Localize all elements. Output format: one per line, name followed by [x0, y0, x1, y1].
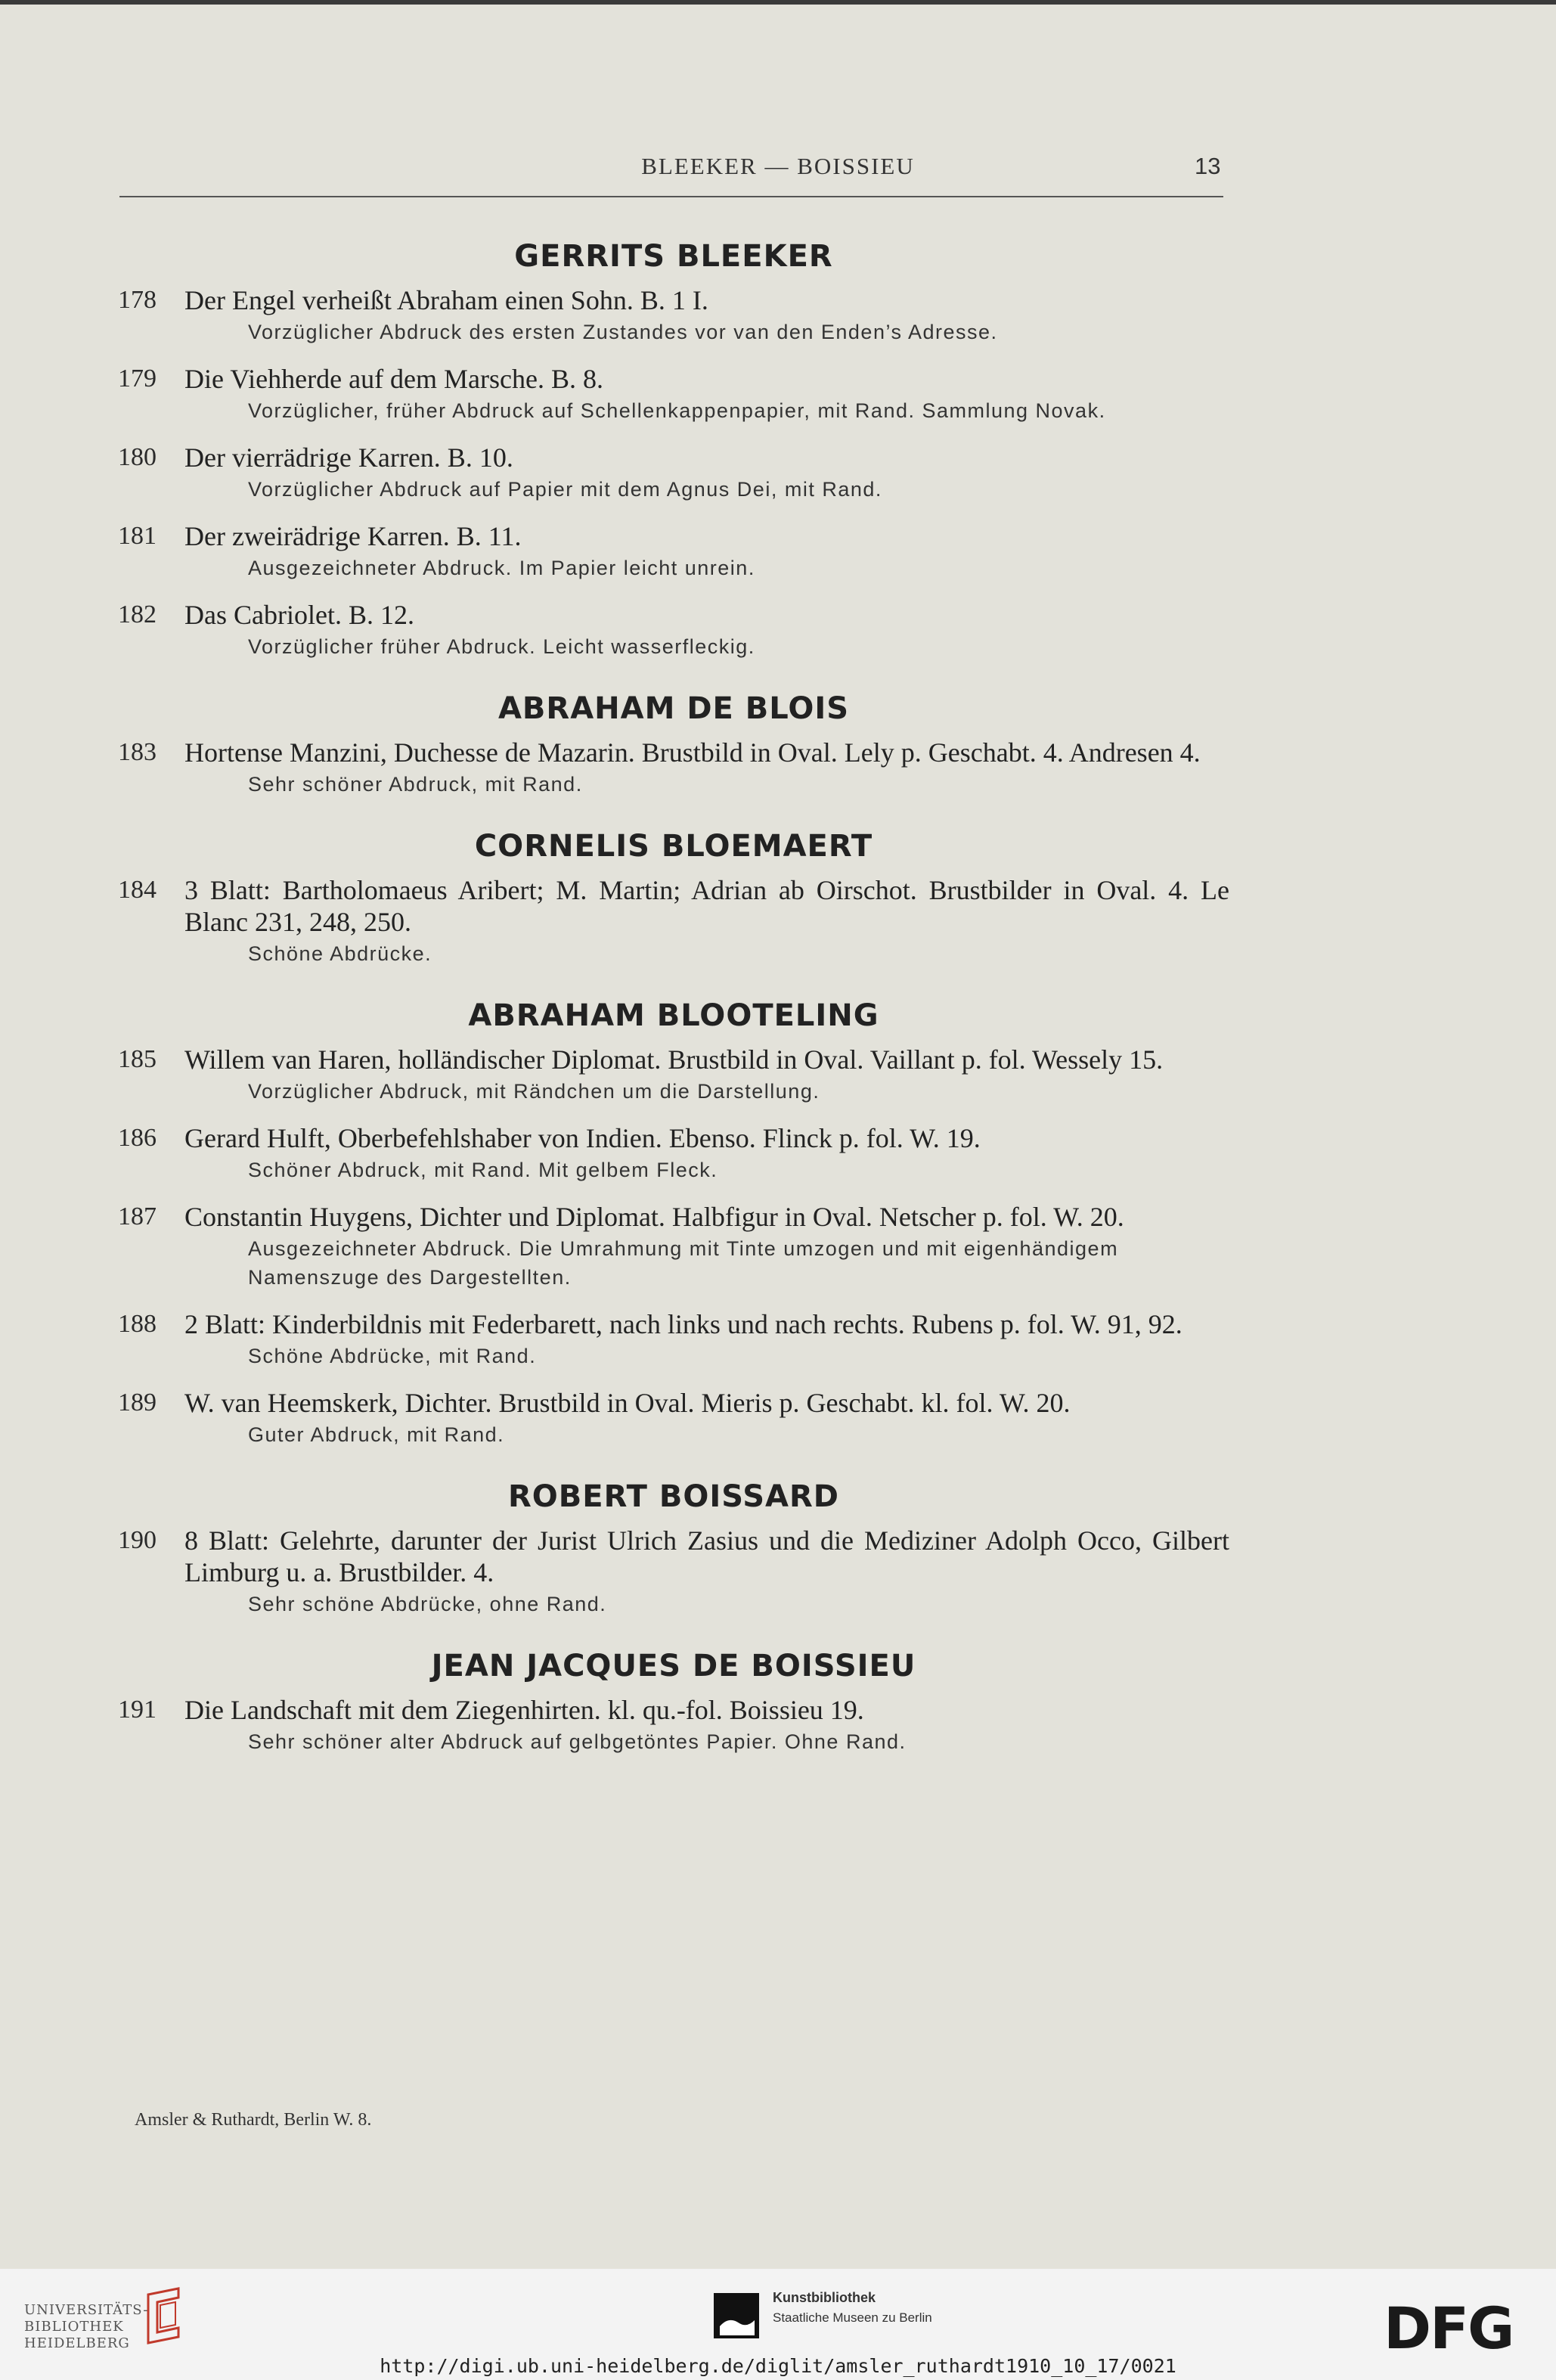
library-name: Kunstbibliothek	[773, 2290, 876, 2305]
entry-note: Ausgezeichneter Abdruck. Im Papier leicht unrein.	[248, 557, 755, 579]
catalog-entry	[118, 1387, 1229, 1449]
catalog-entry	[118, 520, 1229, 582]
catalog-entry	[118, 1525, 1229, 1618]
entry-body	[184, 1201, 1229, 1292]
catalog-entry	[118, 874, 1229, 968]
university-line: HEIDELBERG	[24, 2335, 130, 2351]
entry-title: Die Viehherde auf dem Marsche. B. 8.	[184, 364, 603, 394]
entry-title: 2 Blatt: Kinderbildnis mit Federbarett, nach links und nach rechts. Rubens p. fol. W. 91, 92.	[184, 1309, 1182, 1339]
entry-number: 183	[118, 738, 157, 766]
entry-body	[184, 442, 1229, 504]
entry-note: Vorzüglicher Abdruck, mit Rändchen um die Darstellung.	[248, 1080, 820, 1103]
entry-number: 187	[118, 1202, 157, 1230]
catalog-entry	[118, 599, 1229, 661]
entry-number: 188	[118, 1310, 157, 1338]
entry-body	[184, 1387, 1229, 1449]
university-line: UNIVERSITÄTS-	[24, 2302, 149, 2318]
entry-number: 191	[118, 1696, 157, 1724]
header-rule	[119, 196, 1223, 197]
entry-body	[184, 1044, 1229, 1106]
entry-note: Sehr schöner alter Abdruck auf gelbgetöntes Papier. Ohne Rand.	[248, 1730, 907, 1753]
entry-title: Gerard Hulft, Oberbefehlshaber von Indien. Ebenso. Flinck p. fol. W. 19.	[184, 1123, 981, 1153]
entry-title: 8 Blatt: Gelehrte, darunter der Jurist Ulrich Zasius und die Mediziner Adolph Occo, Gilbert Limburg u. a. Brustbilder. 4.	[184, 1525, 1229, 1587]
university-line: BIBLIOTHEK	[24, 2319, 124, 2335]
source-url[interactable]: http://digi.ub.uni-heidelberg.de/diglit/amsler_ruthardt1910_10_17/0021	[380, 2355, 1176, 2377]
entry-body	[184, 520, 1229, 582]
catalog-section	[118, 1649, 1229, 1756]
document-page	[0, 5, 1556, 2269]
entry-title: Willem van Haren, holländischer Diplomat. Brustbild in Oval. Vaillant p. fol. Wessely 15.	[184, 1044, 1164, 1075]
kunstbibliothek-label	[773, 2290, 932, 2326]
entry-note: Vorzüglicher, früher Abdruck auf Schellenkappenpapier, mit Rand. Sammlung Novak.	[248, 399, 1106, 422]
entry-number: 181	[118, 522, 157, 550]
catalog-section	[118, 998, 1229, 1449]
entry-number: 185	[118, 1045, 157, 1073]
catalog-entry	[118, 1201, 1229, 1292]
entry-note: Schöne Abdrücke, mit Rand.	[248, 1345, 537, 1367]
entry-body	[184, 1525, 1229, 1618]
entry-note: Guter Abdruck, mit Rand.	[248, 1423, 505, 1446]
entry-note: Ausgezeichneter Abdruck. Die Umrahmung mit Tinte umzogen und mit eigenhändigem Namenszuge des Dargestellten.	[248, 1237, 1119, 1289]
catalog-entry	[118, 442, 1229, 504]
catalog-section	[118, 1479, 1229, 1618]
catalog-entry	[118, 1044, 1229, 1106]
section-heading: ABRAHAM DE BLOIS	[497, 691, 850, 726]
entry-number: 180	[118, 443, 157, 471]
catalog-entry	[118, 1122, 1229, 1184]
entry-note: Schöner Abdruck, mit Rand. Mit gelbem Fleck.	[248, 1159, 718, 1181]
entry-number: 186	[118, 1124, 157, 1152]
entry-title: Constantin Huygens, Dichter und Diplomat. Halbfigur in Oval. Netscher p. fol. W. 20.	[184, 1202, 1124, 1232]
entry-number: 179	[118, 365, 157, 393]
footer-bar	[0, 2269, 1556, 2380]
university-library-label	[24, 2302, 148, 2352]
catalog-entry	[118, 1694, 1229, 1756]
entry-note: Vorzüglicher früher Abdruck. Leicht wasserfleckig.	[248, 635, 755, 658]
entry-body	[184, 599, 1229, 661]
entry-title: Das Cabriolet. B. 12.	[184, 600, 414, 630]
library-subtitle: Staatliche Museen zu Berlin	[773, 2310, 932, 2325]
section-heading: JEAN JACQUES DE BOISSIEU	[431, 1649, 916, 1683]
catalog-section	[118, 829, 1229, 968]
entry-body	[184, 1308, 1229, 1370]
entry-note: Vorzüglicher Abdruck auf Papier mit dem Agnus Dei, mit Rand.	[248, 478, 882, 501]
entry-title: W. van Heemskerk, Dichter. Brustbild in Oval. Mieris p. Geschabt. kl. fol. W. 20.	[184, 1388, 1071, 1418]
section-heading: GERRITS BLEEKER	[514, 239, 833, 274]
entry-number: 184	[118, 876, 157, 904]
entry-body	[184, 737, 1229, 799]
publisher-line: Amsler & Ruthardt, Berlin W. 8.	[135, 2110, 372, 2130]
entry-number: 189	[118, 1389, 157, 1417]
entry-note: Sehr schöner Abdruck, mit Rand.	[248, 773, 583, 796]
university-logo-icon	[141, 2287, 194, 2347]
entry-number: 182	[118, 600, 157, 628]
running-head: BLEEKER — BOISSIEU	[641, 153, 915, 179]
section-heading: ABRAHAM BLOOTELING	[468, 998, 879, 1033]
catalog-section	[118, 239, 1229, 661]
kunstbibliothek-logo-icon	[714, 2293, 759, 2338]
dfg-logo: DFG	[1384, 2295, 1514, 2362]
catalog-entry	[118, 1308, 1229, 1370]
entry-body	[184, 363, 1229, 425]
entry-title: Hortense Manzini, Duchesse de Mazarin. Brustbild in Oval. Lely p. Geschabt. 4. Andresen 4.	[184, 737, 1201, 768]
section-heading: ROBERT BOISSARD	[508, 1479, 839, 1514]
catalog-entry	[118, 737, 1229, 799]
entry-title: 3 Blatt: Bartholomaeus Aribert; M. Martin; Adrian ab Oirschot. Brustbilder in Oval. 4. Le Blanc 231, 248, 250.	[184, 875, 1229, 937]
entry-number: 178	[118, 286, 157, 314]
entry-title: Die Landschaft mit dem Ziegenhirten. kl. qu.-fol. Boissieu 19.	[184, 1695, 864, 1725]
catalog-section	[118, 691, 1229, 799]
entry-number: 190	[118, 1526, 157, 1554]
page-number: 13	[1195, 153, 1221, 179]
entry-body	[184, 1122, 1229, 1184]
entry-note: Vorzüglicher Abdruck des ersten Zustandes vor van den Enden’s Adresse.	[248, 321, 998, 343]
catalog-entry	[118, 363, 1229, 425]
entry-title: Der vierrädrige Karren. B. 10.	[184, 442, 513, 473]
section-heading: CORNELIS BLOEMAERT	[474, 829, 873, 864]
catalog-entry	[118, 284, 1229, 346]
entry-body	[184, 1694, 1229, 1756]
entry-body	[184, 284, 1229, 346]
entry-title: Der Engel verheißt Abraham einen Sohn. B. 1 I.	[184, 285, 708, 315]
entry-body	[184, 874, 1229, 968]
catalog-content	[118, 231, 1229, 1773]
entry-title: Der zweirädrige Karren. B. 11.	[184, 521, 522, 551]
entry-note: Schöne Abdrücke.	[248, 942, 432, 965]
entry-note: Sehr schöne Abdrücke, ohne Rand.	[248, 1593, 607, 1615]
